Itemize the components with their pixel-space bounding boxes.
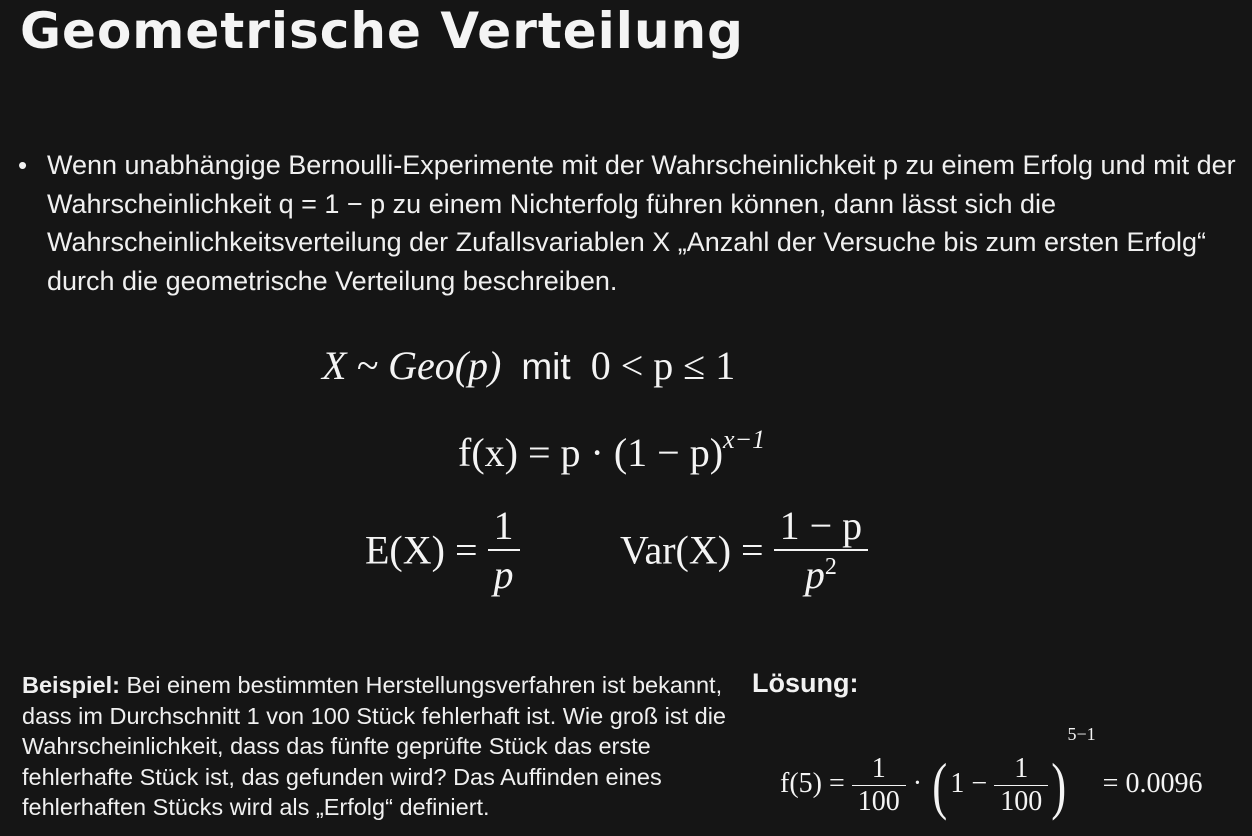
variance-fraction: [774, 502, 869, 598]
slide-title: Geometrische Verteilung: [20, 2, 744, 60]
solution-lhs: f(5) =: [780, 768, 845, 799]
pmf-base: f(x) = p · (1 − p): [458, 430, 724, 475]
example-label: Beispiel:: [22, 672, 120, 698]
distribution-rhs: 0 < p ≤ 1: [590, 343, 736, 388]
solution-formula: [780, 724, 1202, 823]
bullet-item: [18, 146, 1238, 300]
solution-frac1-den: 100: [852, 785, 906, 818]
solution-result: = 0.0096: [1102, 768, 1203, 799]
bullet-text: Wenn unabhängige Bernoulli-Experimente mit der Wahrscheinlichkeit p zu einem Erfolg und mit der Wahrscheinlichkeit q = 1 − p zu einem Nichterfolg führen können, dann lässt sich die Wahrscheinlichkeitsverteilung der Zufallsvariablen X „Anzahl der Versuche bis zum ersten Erfolg“ durch die geometrische Verteilung beschreiben.: [47, 150, 1236, 296]
pmf-exponent: x−1: [723, 425, 766, 454]
solution-frac2-num: 1: [1014, 753, 1029, 785]
solution-exponent: 5−1: [1067, 724, 1096, 744]
variance-formula: [620, 502, 868, 598]
distribution-formula: [322, 342, 735, 389]
expectation-fraction: [488, 502, 520, 598]
expectation-denominator: p: [488, 549, 520, 598]
expectation-lhs: E(X) =: [365, 527, 478, 573]
solution-frac1-num: 1: [871, 753, 886, 785]
solution-one-minus: 1 −: [950, 768, 988, 799]
variance-numerator: 1 − p: [779, 503, 863, 548]
solution-paren-close: ): [1051, 749, 1067, 821]
bullet-dot-icon: •: [18, 150, 28, 180]
expectation-numerator: 1: [493, 503, 514, 548]
distribution-lhs: X ~ Geo(p): [322, 343, 502, 388]
pmf-formula: [458, 425, 765, 476]
example-body: Bei einem bestimmten Herstellungsverfahren ist bekannt, dass im Durchschnitt 1 von 100 Stück fehlerhaft ist. Wie groß ist die Wahrscheinlichkeit, dass das fünfte geprüfte Stück das erste fehlerhafte Stück ist, das gefunden wird? Das Auffinden eines fehlerhaften Stücks wird als „Erfolg“ definiert.: [22, 672, 726, 821]
distribution-mit: mit: [521, 346, 571, 387]
expectation-formula: [365, 502, 520, 598]
variance-lhs: Var(X) =: [620, 527, 764, 573]
variance-denominator: [774, 549, 869, 598]
solution-label: Lösung:: [752, 668, 859, 698]
example-text: [22, 670, 737, 823]
solution-frac2-den: 100: [994, 785, 1048, 818]
solution-dot: ·: [912, 768, 923, 799]
variance-den-base: p: [804, 552, 825, 597]
solution-paren-open: (: [932, 749, 948, 821]
solution-fraction-2: [994, 753, 1048, 818]
solution-fraction-1: [852, 753, 906, 818]
variance-den-exponent: 2: [824, 554, 837, 580]
